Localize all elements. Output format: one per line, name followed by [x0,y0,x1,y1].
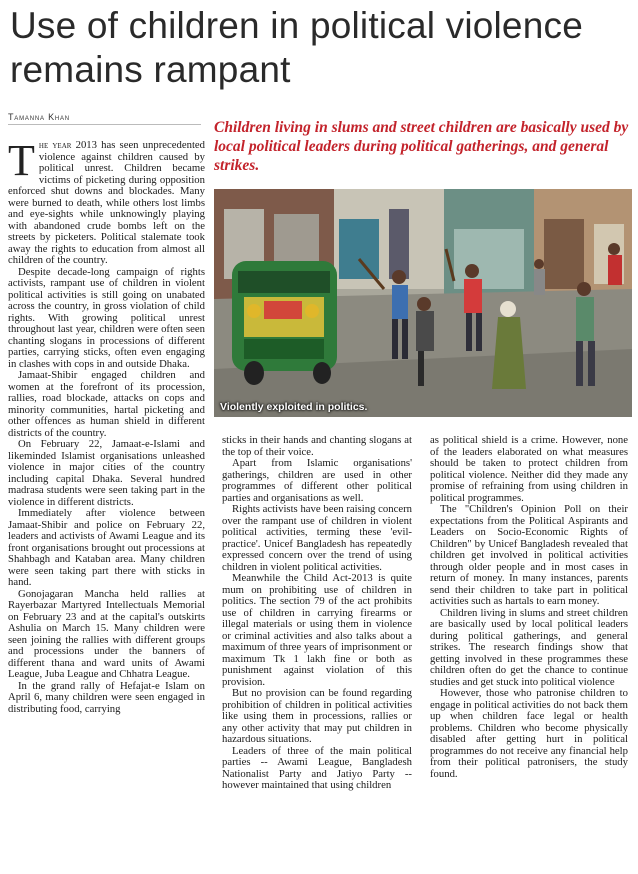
paragraph: Apart from Islamic organisations' gatherings, children are used in other programmes of different other political parties and organisations as well. [222,457,412,504]
paragraph: In the grand rally of Hefajat-e Islam on April 6, many children were seen engaged in distributing food, carrying [8,679,205,715]
photo-caption: Violently exploited in politics. [220,401,368,413]
byline-divider [8,124,201,125]
auto-rickshaw [232,261,337,385]
paragraph: The "Children's Opinion Poll on their expectations from the Political Aspirants and Leaders on Socio-Economic Rights of Children" by Unicef Bangladesh revealed that children get involved in political activities through older people and in most cases in return of money. In many instances, parents send their children to take part in political activities such as hartals to earn money. [430,503,628,607]
lead-caps: he year [38,140,72,151]
paragraph: Immediately after violence between Jamaat-Shibir and police on February 22, leaders and activists of Awami League and its front organisations brought out processions at Shahbagh and Kataban area. Many children were seen taking part there with sticks in hand. [8,507,205,588]
news-photo [214,189,632,417]
paragraph: Jamaat-Shibir engaged children and women at the forefront of its procession, rallies, road blockade, attacks on cops and minority communities, hartal picketing and other offences as human shield in different districts of the country. [8,369,205,439]
drop-cap: T [8,140,35,185]
paragraph: But no provision can be found regarding prohibition of children in political activities like using them in processions, rallies or any other activity that may put children in hazardous situations. [222,687,412,745]
paragraph: However, those who patronise children to engage in political activities do not back them up when children face legal or health problems. Children who become physically disabled after getting hurt in political programmes do not receive any financial help from their political patronisers, the study found. [430,687,628,780]
lead-text: 2013 has seen unprecedented violence against children caused by political unrest. Children became victims of picketing during opposition enforced shut downs and blockades. Many were burned to death, while others lost limbs and eye-sights while unknowingly playing with abandoned crude bombs left on the streets by picketers. Political stalemate took away the rights to education from almost all children of the country. [8,140,205,266]
paragraph: sticks in their hands and chanting slogans at the top of their voice. [222,435,412,458]
article-column-3 [430,435,628,870]
paragraph: Meanwhile the Child Act-2013 is quite mum on prohibiting use of children in politics. The section 79 of the act prohibits use of children in carrying firearms or illegal materials or using them in violence or criminal activities and also talks about a maximum of three years of imprisonment or maximum Tk 1 lakh fine or both as punishment against violation of this provision. [222,572,412,688]
pull-quote: Children living in slums and street children are basically used by local political leaders during political gatherings, and general strikes. [214,119,629,174]
headline: Use of children in political violence remains rampant [10,5,583,90]
paragraph: Children living in slums and street children are basically used by local political leaders during political gatherings, and general strikes. The research findings show that getting involved in these programmes these children often do get the chance to continue studies and get stuck into political violence [430,606,628,688]
paragraph: Rights activists have been raising concern over the rampant use of children in violent political activities, terming these 'evil-practice'. Unicef Bangladesh has repeatedly expressed concern over the trend of using children in violent political activities. [222,503,412,573]
paragraph: Despite decade-long campaign of rights activists, rampant use of children in violent political activities is still going on unabated across the country, in gross violation of child rights. With growing political unrest throughout last year, children were often seen chanting slogans in processions of different parties, carrying sticks, often even engaging in clashes with cops in and outside Dhaka. [8,265,205,370]
paragraph: Leaders of three of the main political parties -- Awami League, Bangladesh Nationalist Party and Jatiyo Party -- however maintained that using children [222,744,412,791]
byline: Tamanna Khan [8,112,70,122]
paragraph: as political shield is a crime. However, none of the leaders elaborated on what measures should be taken to protect children from political violence. Neither did they made any promise of refraining from using children in political programmes. [430,435,628,504]
street-scene-illustration [214,189,632,417]
paragraph: On February 22, Jamaat-e-Islami and likeminded Islamist organisations unleashed violence in major cities of the country including capital Dhaka. Several hundred madrasa students were seen taking part in the violence in different districts. [8,438,205,508]
article-column-2 [222,435,412,870]
lead-paragraph [8,140,205,267]
article-column-1 [8,140,205,870]
paragraph: Gonojagaran Mancha held rallies at Rayerbazar Martyred Intellectuals Memorial on February 23 and at the capital's outskirts Ashulia on March 15. Many children were seen joining the rallies with different groups and processions under the banners of different thana and ward units of Awami League, Juba League and Chhatra League. [8,587,205,680]
